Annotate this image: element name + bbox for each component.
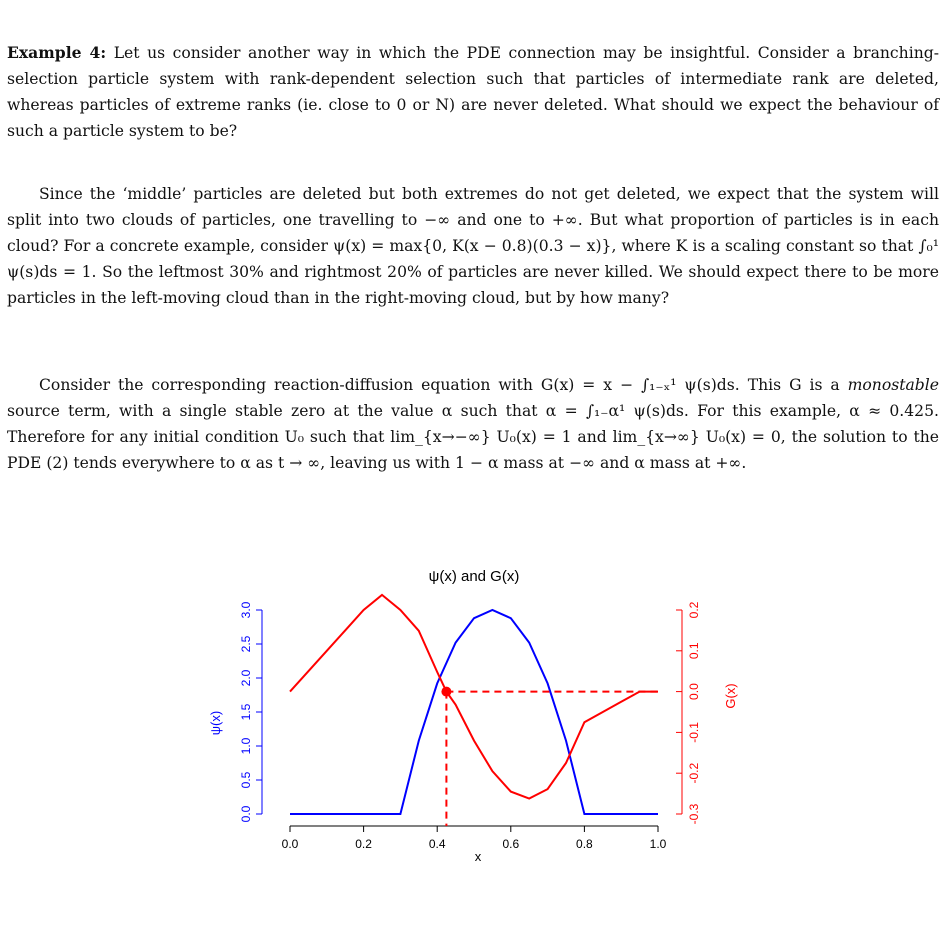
- x-tick-label: 1.0: [649, 837, 667, 851]
- series-layer: [290, 595, 658, 826]
- x-axis: [282, 826, 667, 851]
- y-right-tick-label: -0.3: [687, 803, 701, 825]
- paragraph-example-4: [7, 40, 939, 144]
- y-right-tick-label: 0.0: [687, 683, 701, 700]
- p3-text-a: Consider the corresponding reaction-diffusion equation with G(x) = x − ∫₁₋ₓ¹ ψ(s)ds. This G is a: [39, 376, 848, 394]
- paragraph-reaction-diffusion: [7, 372, 939, 476]
- x-axis-label: x: [474, 849, 482, 864]
- y-left-tick-label: 2.5: [239, 635, 253, 653]
- y-right-tick-label: -0.1: [687, 722, 701, 743]
- plot-frame: [290, 603, 658, 868]
- g-curve: [290, 595, 658, 799]
- alpha-marker: [441, 687, 451, 697]
- y-left-tick-label: 0.0: [239, 805, 253, 823]
- y-axis-right: [676, 601, 701, 824]
- y-right-tick-label: -0.2: [687, 762, 701, 784]
- chart-title: ψ(x) and G(x): [428, 568, 520, 585]
- example-body: Let us consider another way in which the PDE connection may be insightful. Consider a branching-selection particle system with rank-dependent selection such that particles of intermediate rank are deleted, whereas particles of extreme ranks (ie. close to 0 or N) are never deleted. What should we expect the behaviour of such a particle system to be?: [7, 44, 939, 140]
- p3-text-b: source term, with a single stable zero at the value α such that α = ∫₁₋α¹ ψ(s)ds. For this example, α ≈ 0.425. Therefore for any initial condition U₀ such that lim_{x→−∞} U₀(x) = 1 and lim_{x→∞} U₀(x) = 0, the solution to the PDE (2) tends everywhere to α as t → ∞, leaving us with 1 − α mass at −∞ and α mass at +∞.: [7, 402, 939, 472]
- y-left-tick-label: 3.0: [239, 601, 253, 619]
- y-right-tick-label: 0.1: [687, 642, 701, 660]
- y-left-tick-label: 0.5: [239, 771, 253, 789]
- x-tick-label: 0.0: [281, 837, 299, 851]
- x-tick-label: 0.8: [576, 837, 593, 851]
- example-label: Example 4:: [7, 43, 107, 62]
- p3-emphasis: monostable: [847, 376, 939, 394]
- y-axis-right-label: G(x): [723, 683, 738, 709]
- x-tick-label: 0.2: [355, 837, 372, 851]
- y-right-tick-label: 0.2: [687, 601, 701, 619]
- y-left-tick-label: 2.0: [239, 669, 253, 687]
- paragraph-two-clouds: Since the ‘middle’ particles are deleted but both extremes do not get deleted, we expect that the system will split into two clouds of particles, one travelling to −∞ and one to +∞. But what proportion of particles is in each cloud? For a concrete example, consider ψ(x) = max{0, K(x − 0.8)(0.3 − x)}, where K is a scaling constant so that ∫₀¹ ψ(s)ds = 1. So the leftmost 30% and rightmost 20% of particles are never killed. We should expect there to be more particles in the left-moving cloud than in the right-moving cloud, but by how many?: [7, 185, 939, 307]
- psi-and-g-figure: [0, 548, 948, 868]
- x-tick-label: 0.4: [428, 837, 446, 851]
- y-left-tick-label: 1.0: [239, 737, 253, 755]
- y-axis-left: [239, 601, 262, 822]
- y-left-tick-label: 1.5: [239, 703, 253, 721]
- y-axis-left-label: ψ(x): [208, 710, 223, 736]
- x-tick-label: 0.6: [502, 837, 520, 851]
